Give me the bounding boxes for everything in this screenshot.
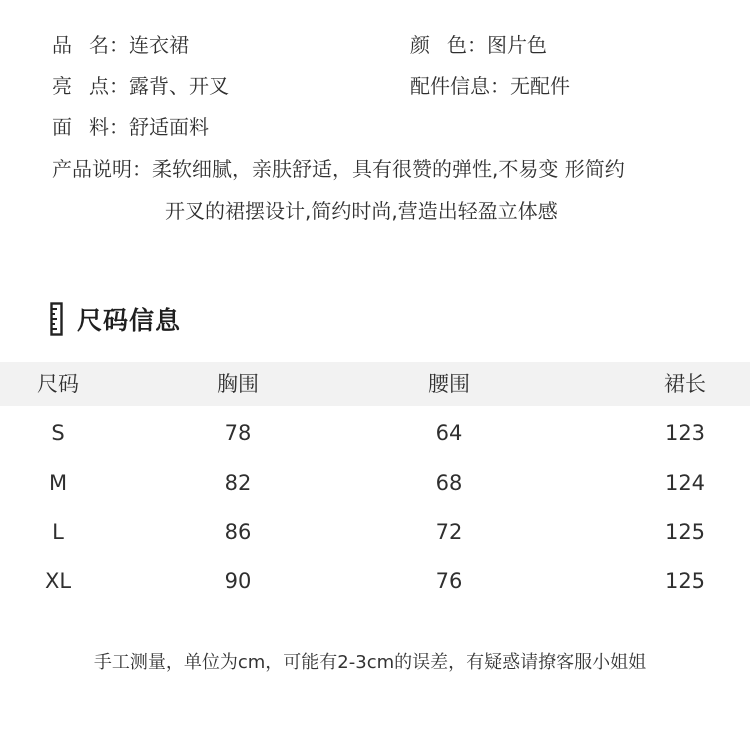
info-row-name [52,30,189,60]
fabric-value: 舒适面料 [129,115,209,139]
color-value: 图片色 [487,33,547,57]
description-line-1: 柔软细腻，亲肤舒适，具有很赞的弹性,不易变 形简约 [152,157,625,181]
color-label-text: 颜色： [410,33,487,57]
info-row-color [410,30,547,60]
accessory-label: 配件信息： [410,74,510,98]
accessory-value: 无配件 [510,74,570,98]
fabric-label-text: 面料： [52,115,129,139]
fabric-label [52,112,129,142]
color-label [410,30,487,60]
ruler-icon [50,302,63,336]
name-label [52,30,129,60]
measurement-note: 手工测量，单位为cm，可能有2-3cm的误差，有疑惑请撩客服小姐姐 [93,652,647,673]
highlight-label-text: 亮点： [52,74,129,98]
info-row-accessory [410,71,570,101]
name-label-text: 品名： [52,33,129,57]
highlight-label [52,71,129,101]
section-title: 尺码信息 [77,306,182,335]
info-row-highlight [52,71,229,101]
info-row-fabric [52,112,209,142]
description-label: 产品说明： [52,157,152,181]
info-row-description [52,154,625,184]
size-table-header-bg [0,362,750,406]
description-line-2: 开叉的裙摆设计,简约时尚,营造出轻盈立体感 [165,199,558,223]
size-section-heading [50,300,181,338]
name-value: 连衣裙 [129,33,189,57]
highlight-value: 露背、开叉 [129,74,229,98]
